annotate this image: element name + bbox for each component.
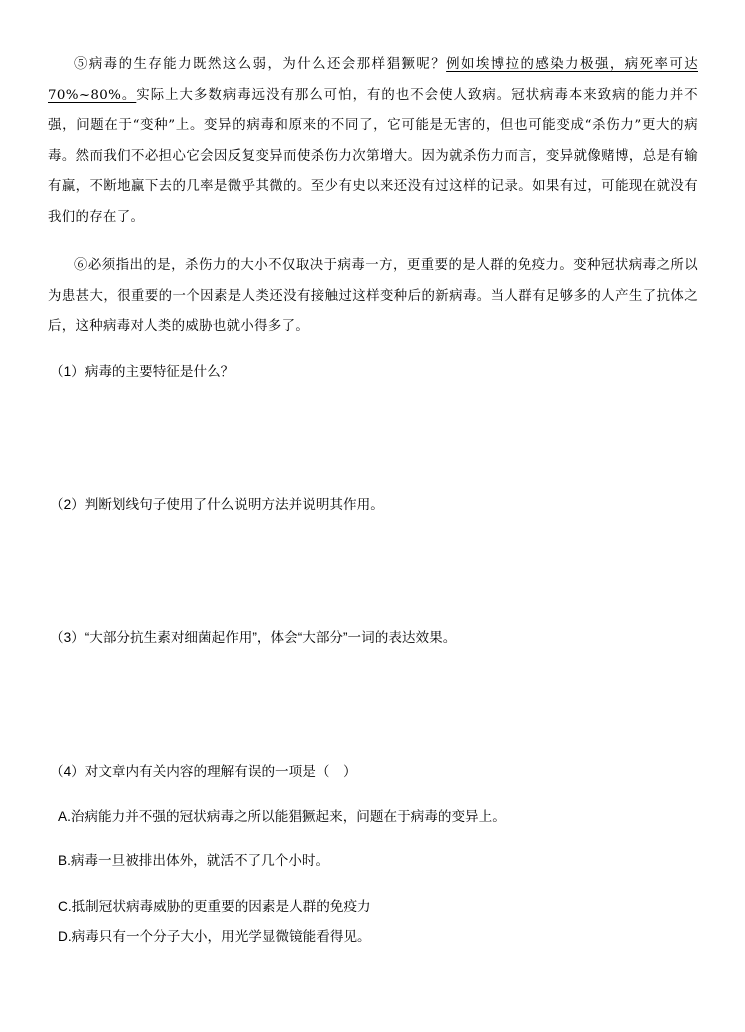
paragraph-5-body: 实际上大多数病毒远没有那么可怕，有的也不会使人致病。冠状病毒本来致病的能力并不强，问题在于“变种”上。变异的病毒和原来的不同了，它可能是无害的，但也可能变成“杀伤力”更大的病毒。然而我们不必担心它会因反复变异而使杀伤力次第增大。因为就杀伤力而言，变异就像赌博，总是有输有赢，不断地赢下去的几率是微乎其微的。至少有史以来还没有过这样的记录。如果有过，可能现在就没有我们的存在了。 xyxy=(48,87,698,225)
option-a: A.治病能力并不强的冠状病毒之所以能猖獗起来，问题在于病毒的变异上。 xyxy=(58,809,506,824)
question-3: （3）“大部分抗生素对细菌起作用”，体会“大部分”一词的表达效果。 xyxy=(50,630,457,645)
option-c: C.抵制冠状病毒威胁的更重要的因素是人群的免疫力 xyxy=(58,899,371,914)
question-4: （4）对文章内有关内容的理解有误的一项是（ ） xyxy=(50,764,357,779)
passage-paragraph-5 xyxy=(48,50,698,233)
option-d: D.病毒只有一个分子大小，用光学显微镜能看得见。 xyxy=(58,929,371,944)
question-1: （1）病毒的主要特征是什么？ xyxy=(50,364,235,379)
paragraph-5-opening: ⑤病毒的生存能力既然这么弱，为什么还会那样猖獗呢？ xyxy=(74,57,447,72)
passage-paragraph-6: ⑥必须指出的是，杀伤力的大小不仅取决于病毒一方，更重要的是人群的免疫力。变种冠状病毒之所以为患甚大，很重要的一个因素是人类还没有接触过这样变种后的新病毒。当人群有足够多的人产生了抗体之后，这种病毒对人类的威胁也就小得多了。 xyxy=(48,258,698,334)
option-b: B.病毒一旦被排出体外，就活不了几个小时。 xyxy=(58,853,330,868)
question-2: （2）判断划线句子使用了什么说明方法并说明其作用。 xyxy=(50,497,384,512)
underlined-sentence: 例如埃博拉的感染力极强，病死率可达70%~80%。 xyxy=(48,57,698,103)
